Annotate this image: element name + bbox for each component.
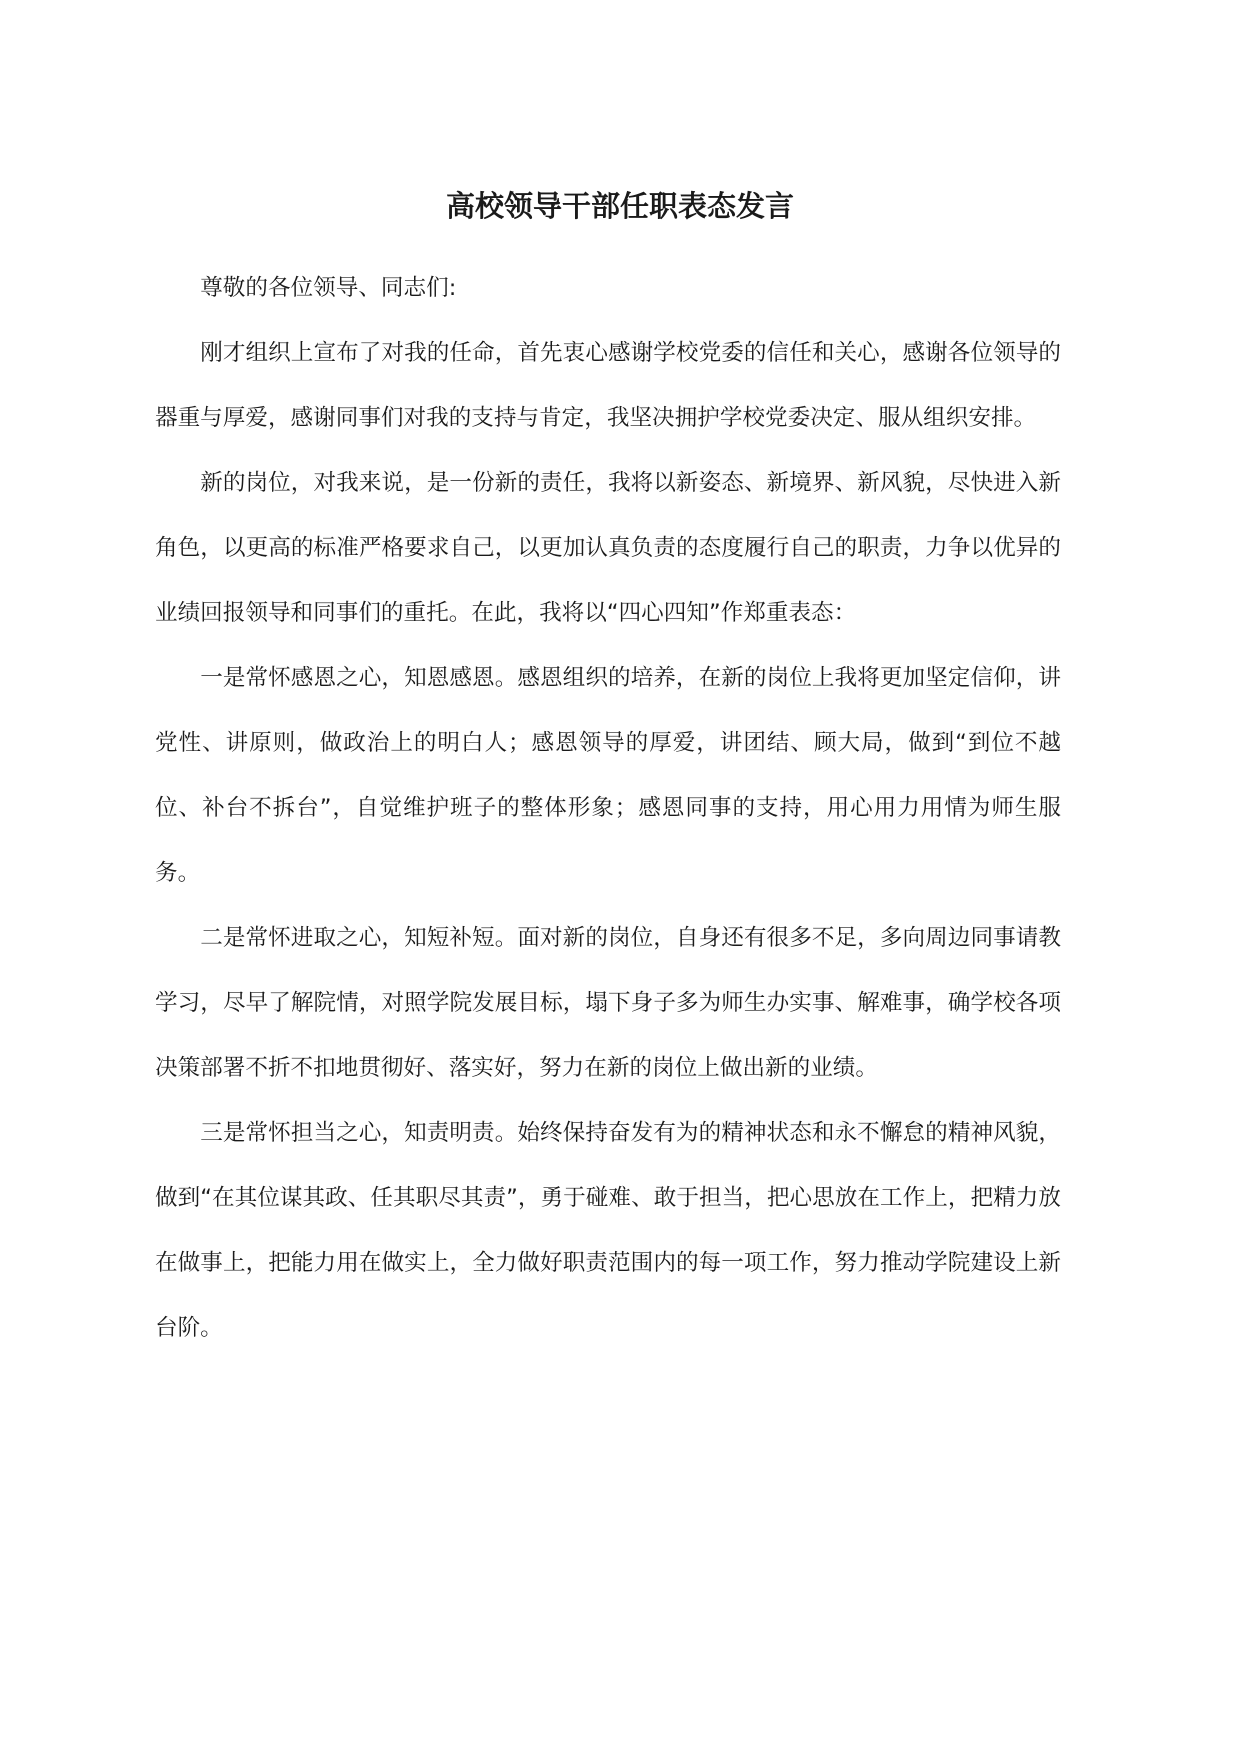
paragraph-appointment-thanks: 刚才组织上宣布了对我的任命，首先衷心感谢学校党委的信任和关心，感谢各位领导的器重与厚爱，感谢同事们对我的支持与肯定，我坚决拥护学校党委决定、服从组织安排。 — [155, 340, 1061, 431]
paragraph-progress: 二是常怀进取之心，知短补短。面对新的岗位，自身还有很多不足，多向周边同事请教学习，尽早了解院情，对照学院发展目标，塌下身子多为师生办实事、解难事，确学校各项决策部署不折不扣地贯彻好、落实好，努力在新的岗位上做出新的业绩。 — [155, 925, 1061, 1081]
salutation: 尊敬的各位领导、同志们: — [200, 275, 457, 301]
paragraph-new-responsibility: 新的岗位，对我来说，是一份新的责任，我将以新姿态、新境界、新风貌，尽快进入新角色，以更高的标准严格要求自己，以更加认真负责的态度履行自己的职责，力争以优异的业绩回报领导和同事们的重托。在此，我将以“四心四知”作郑重表态： — [155, 470, 1061, 626]
document-title: 高校领导干部任职表态发言 — [445, 189, 794, 223]
paragraph-responsibility: 三是常怀担当之心，知责明责。始终保持奋发有为的精神状态和永不懈怠的精神风貌，做到“在其位谋其政、任其职尽其责”，勇于碰难、敢于担当，把心思放在工作上，把精力放在做事上，把能力用在做实上，全力做好职责范围内的每一项工作，努力推动学院建设上新台阶。 — [155, 1120, 1061, 1341]
paragraph-gratitude: 一是常怀感恩之心，知恩感恩。感恩组织的培养，在新的岗位上我将更加坚定信仰，讲党性、讲原则，做政治上的明白人；感恩领导的厚爱，讲团结、顾大局，做到“到位不越位、补台不拆台”，自觉维护班子的整体形象；感恩同事的支持，用心用力用情为师生服务。 — [155, 665, 1061, 886]
document-body — [155, 256, 1061, 1361]
